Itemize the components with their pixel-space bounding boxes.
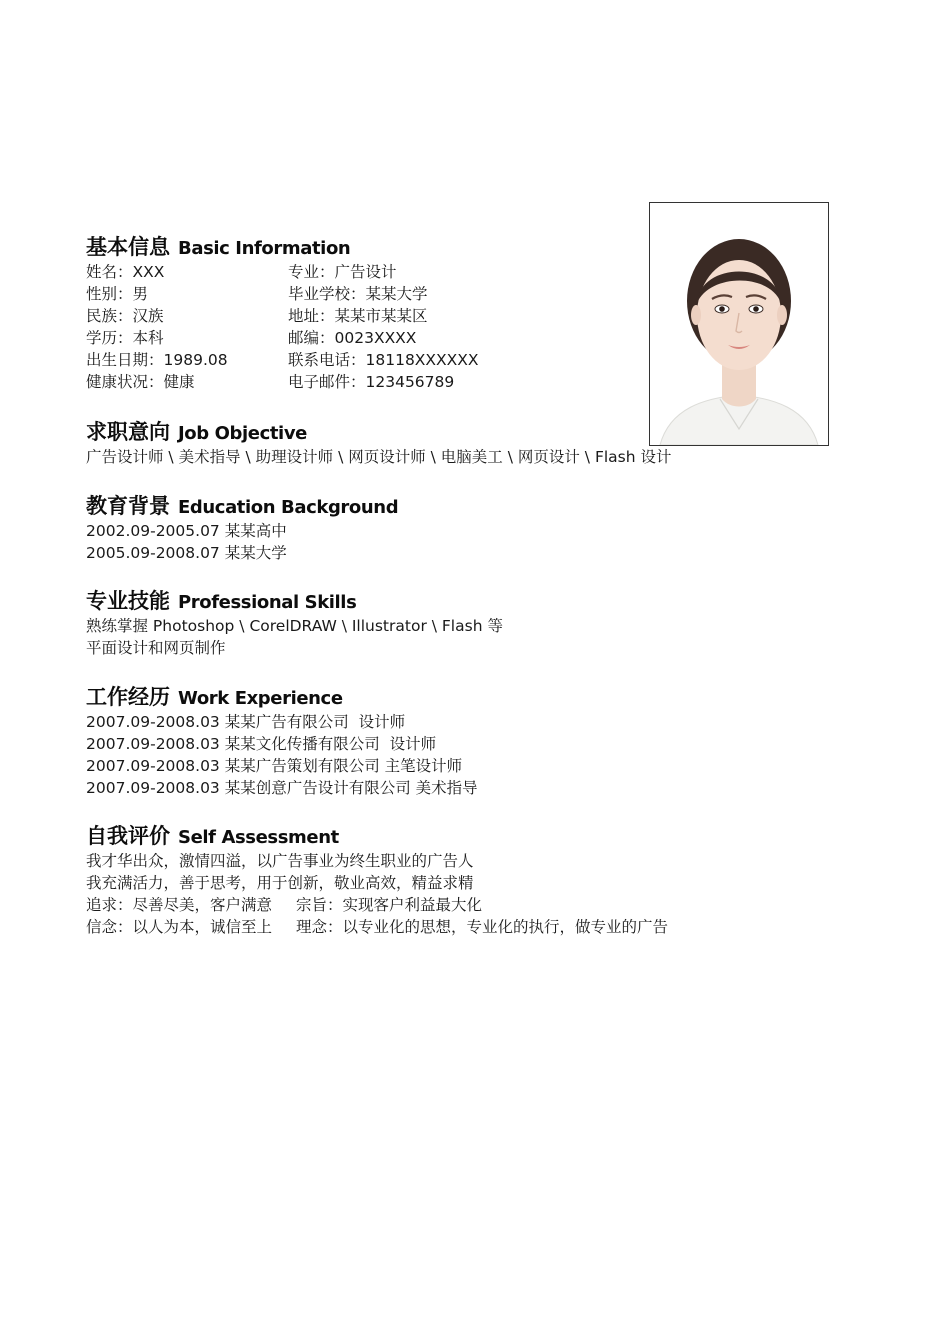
section-title-job-objective (86, 418, 672, 446)
skills-line: 熟练掌握 Photoshop \ CorelDRAW \ Illustrator \ Flash 等 (86, 617, 503, 635)
self-assessment-pair (86, 894, 668, 916)
section-skills (86, 587, 503, 659)
title-cn: 自我评价 (86, 824, 170, 848)
section-title-basic-information (86, 233, 606, 261)
info-health: 健康状况：健康 (86, 373, 195, 391)
basic-info-right-column (288, 261, 479, 393)
basic-info-grid (86, 261, 606, 393)
section-title-skills (86, 587, 503, 615)
section-work-experience (86, 683, 478, 799)
self-assessment-line: 我充满活力，善于思考，用于创新，敬业高效，精益求精 (86, 874, 474, 892)
pursuit-text: 追求：尽善尽美，客户满意 (86, 896, 273, 914)
title-cn: 专业技能 (86, 589, 170, 613)
info-school: 毕业学校：某某大学 (288, 285, 428, 303)
section-job-objective (86, 418, 672, 468)
info-email: 电子邮件：123456789 (288, 373, 455, 391)
info-name: 姓名：XXX (86, 263, 165, 281)
portrait-icon (650, 203, 828, 445)
title-cn: 基本信息 (86, 235, 170, 259)
info-degree: 学历：本科 (86, 329, 164, 347)
philosophy-text: 理念：以专业化的思想，专业化的执行，做专业的广告 (296, 918, 669, 936)
work-line: 2007.09-2008.03 某某创意广告设计有限公司 美术指导 (86, 779, 478, 797)
info-phone: 联系电话：18118XXXXXX (288, 351, 479, 369)
section-self-assessment (86, 822, 668, 938)
title-en: Professional Skills (178, 592, 357, 613)
tenet-text: 宗旨：实现客户利益最大化 (296, 896, 483, 914)
title-en: Self Assessment (178, 827, 339, 848)
title-cn: 工作经历 (86, 685, 170, 709)
info-major: 专业：广告设计 (288, 263, 397, 281)
section-basic-information (86, 233, 606, 393)
title-cn: 教育背景 (86, 494, 170, 518)
basic-info-left-column (86, 261, 228, 393)
title-cn: 求职意向 (86, 420, 170, 444)
title-en: Education Background (178, 497, 399, 518)
info-birth-date: 出生日期：1989.08 (86, 351, 228, 369)
work-line: 2007.09-2008.03 某某广告策划有限公司 主笔设计师 (86, 757, 463, 775)
info-postcode: 邮编：0023XXXX (288, 329, 417, 347)
self-assessment-pair (86, 916, 668, 938)
section-title-education (86, 492, 398, 520)
section-title-self-assessment (86, 822, 668, 850)
job-objective-line: 广告设计师 \ 美术指导 \ 助理设计师 \ 网页设计师 \ 电脑美工 \ 网页设计 \ Flash 设计 (86, 448, 672, 466)
info-address: 地址：某某市某某区 (288, 307, 428, 325)
work-line: 2007.09-2008.03 某某广告有限公司 设计师 (86, 713, 406, 731)
title-en: Work Experience (178, 688, 343, 709)
skills-line: 平面设计和网页制作 (86, 639, 226, 657)
title-en: Basic Information (178, 238, 351, 259)
profile-photo (649, 202, 829, 446)
self-assessment-line: 我才华出众，激情四溢，以广告事业为终生职业的广告人 (86, 852, 474, 870)
info-ethnicity: 民族：汉族 (86, 307, 164, 325)
section-title-work-experience (86, 683, 478, 711)
info-gender: 性别：男 (86, 285, 149, 303)
title-en: Job Objective (178, 423, 307, 444)
section-education (86, 492, 398, 564)
belief-text: 信念：以人为本，诚信至上 (86, 918, 273, 936)
education-line: 2002.09-2005.07 某某高中 (86, 522, 287, 540)
work-line: 2007.09-2008.03 某某文化传播有限公司 设计师 (86, 735, 437, 753)
education-line: 2005.09-2008.07 某某大学 (86, 544, 287, 562)
